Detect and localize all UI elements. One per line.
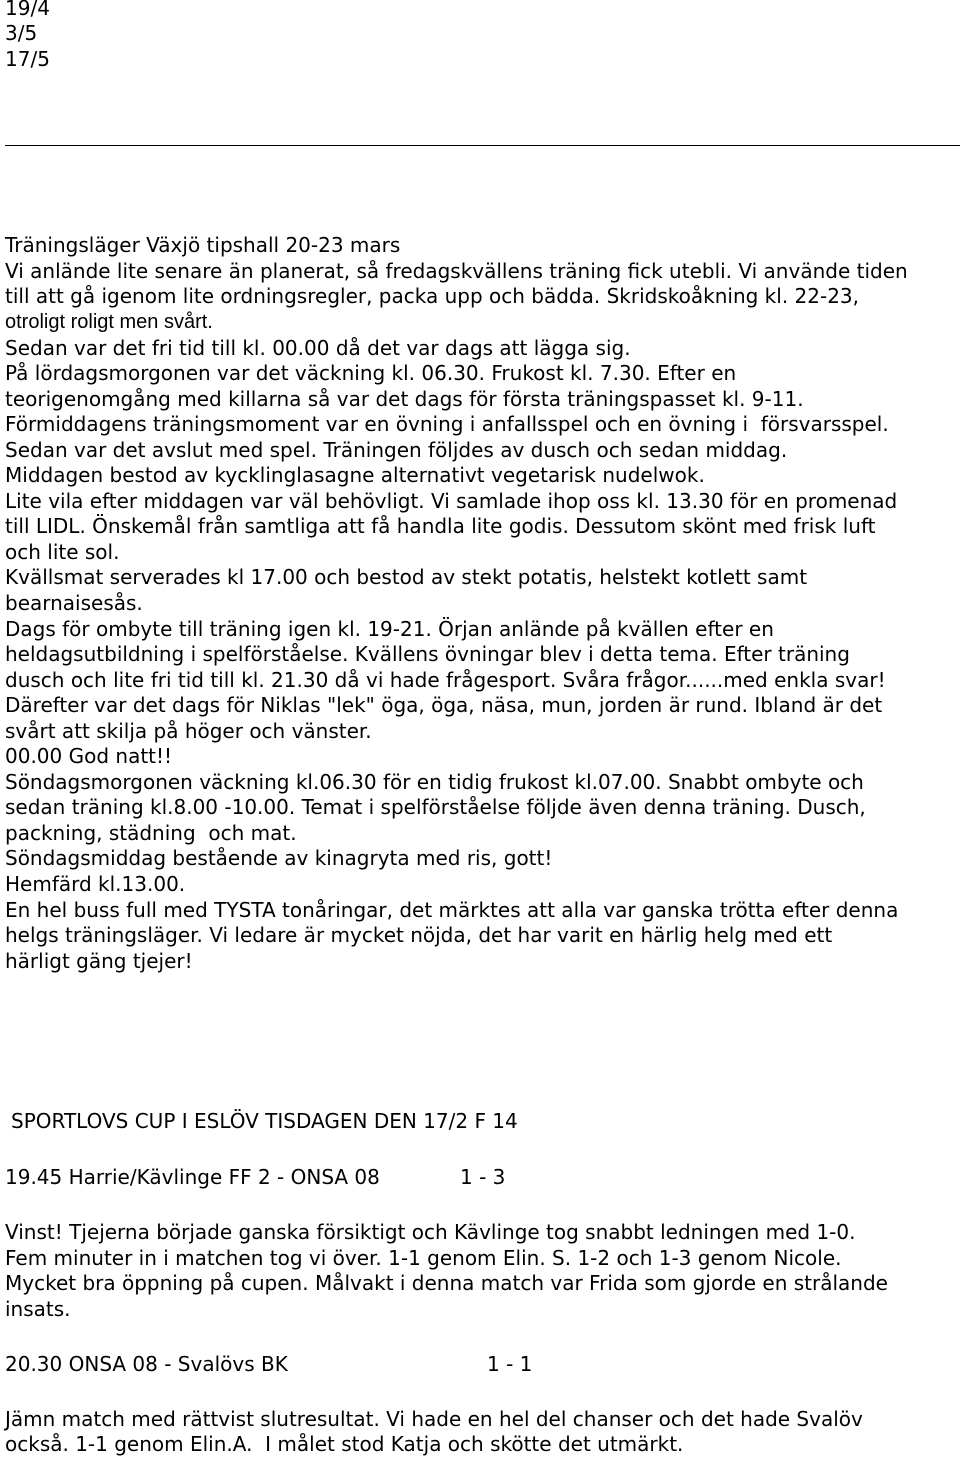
match-teams: 19.45 Harrie/Kävlinge FF 2 - ONSA 08 [5,1165,380,1189]
paragraph-line: svårt att skilja på höger och vänster. [5,719,372,743]
paragraph-line: insats. [5,1297,71,1321]
paragraph-line: Dags för ombyte till träning igen kl. 19-21. Örjan anlände på kvällen efter en [5,617,774,641]
horizontal-rule [5,145,960,146]
paragraph-line: Söndagsmorgonen väckning kl.06.30 för en tidig frukost kl.07.00. Snabbt ombyte och [5,770,864,794]
paragraph-line: Jämn match med rättvist slutresultat. Vi hade en hel del chanser och det hade Svalöv [5,1407,863,1431]
paragraph-line: Söndagsmiddag bestående av kinagryta med ris, gott! [5,846,553,870]
paragraph-line: till att gå igenom lite ordningsregler, packa upp och bädda. Skridskoåkning kl. 22-23, [5,284,860,308]
paragraph-line: Mycket bra öppning på cupen. Målvakt i denna match var Frida som gjorde en strålande [5,1271,888,1295]
paragraph-line: Därefter var det dags för Niklas "lek" öga, öga, näsa, mun, jorden är rund. Ibland är det [5,693,883,717]
paragraph-line: packning, städning och mat. [5,821,297,845]
paragraph-line: bearnaisesås. [5,591,143,615]
paragraph-line: också. 1-1 genom Elin.A. I målet stod Katja och skötte det utmärkt. [5,1432,684,1456]
paragraph-line: En hel buss full med TYSTA tonåringar, det märktes att alla var ganska trötta efter denna [5,898,899,922]
paragraph-line: heldagsutbildning i spelförståelse. Kvällens övningar blev i detta tema. Efter träning [5,642,850,666]
paragraph-line: dusch och lite fri tid till kl. 21.30 då vi hade frågesport. Svåra frågor......med enkla svar! [5,668,886,692]
date-line: 17/5 [5,47,50,71]
paragraph-line: Kvällsmat serverades kl 17.00 och bestod av stekt potatis, helstekt kotlett samt [5,565,808,589]
paragraph-line: sedan träning kl.8.00 -10.00. Temat i spelförståelse följde även denna träning. Dusch, [5,795,866,819]
paragraph-line: Vinst! Tjejerna började ganska försiktigt och Kävlinge tog snabbt ledningen med 1-0. [5,1220,856,1244]
paragraph-line: till LIDL. Önskemål från samtliga att få handla lite godis. Dessutom skönt med frisk luft [5,514,876,538]
paragraph-line: och lite sol. [5,540,120,564]
match-score: 1 - 3 [460,1165,506,1189]
paragraph-line: Sedan var det fri tid till kl. 00.00 då det var dags att lägga sig. [5,336,631,360]
paragraph-line: Fem minuter in i matchen tog vi över. 1-1 genom Elin. S. 1-2 och 1-3 genom Nicole. [5,1246,842,1270]
date-line: 3/5 [5,21,38,45]
match-score: 1 - 1 [487,1352,533,1376]
section-title: Träningsläger Växjö tipshall 20-23 mars [5,233,401,257]
match-teams: 20.30 ONSA 08 - Svalövs BK [5,1352,288,1376]
paragraph-line: otroligt roligt men svårt. [5,311,213,333]
paragraph-line: På lördagsmorgonen var det väckning kl. 06.30. Frukost kl. 7.30. Efter en [5,361,737,385]
paragraph-line: Hemfärd kl.13.00. [5,872,186,896]
cup-title: SPORTLOVS CUP I ESLÖV TISDAGEN DEN 17/2 F 14 [11,1109,518,1133]
paragraph-line: Förmiddagens träningsmoment var en övning i anfallsspel och en övning i försvarsspel. [5,412,889,436]
paragraph-line: Sedan var det avslut med spel. Träningen följdes av dusch och sedan middag. [5,438,788,462]
date-line: 19/4 [5,0,50,20]
paragraph-line: helgs träningsläger. Vi ledare är mycket nöjda, det har varit en härlig helg med ett [5,923,833,947]
paragraph-line: 00.00 God natt!! [5,744,173,768]
paragraph-line: Lite vila efter middagen var väl behövligt. Vi samlade ihop oss kl. 13.30 för en promenad [5,489,898,513]
paragraph-line: Vi anlände lite senare än planerat, så fredagskvällens träning fick utebli. Vi använde tiden [5,259,908,283]
paragraph-line: teorigenomgång med killarna så var det dags för första träningspasset kl. 9-11. [5,387,804,411]
paragraph-line: härligt gäng tjejer! [5,949,193,973]
paragraph-line: Middagen bestod av kycklinglasagne alternativt vegetarisk nudelwok. [5,463,705,487]
